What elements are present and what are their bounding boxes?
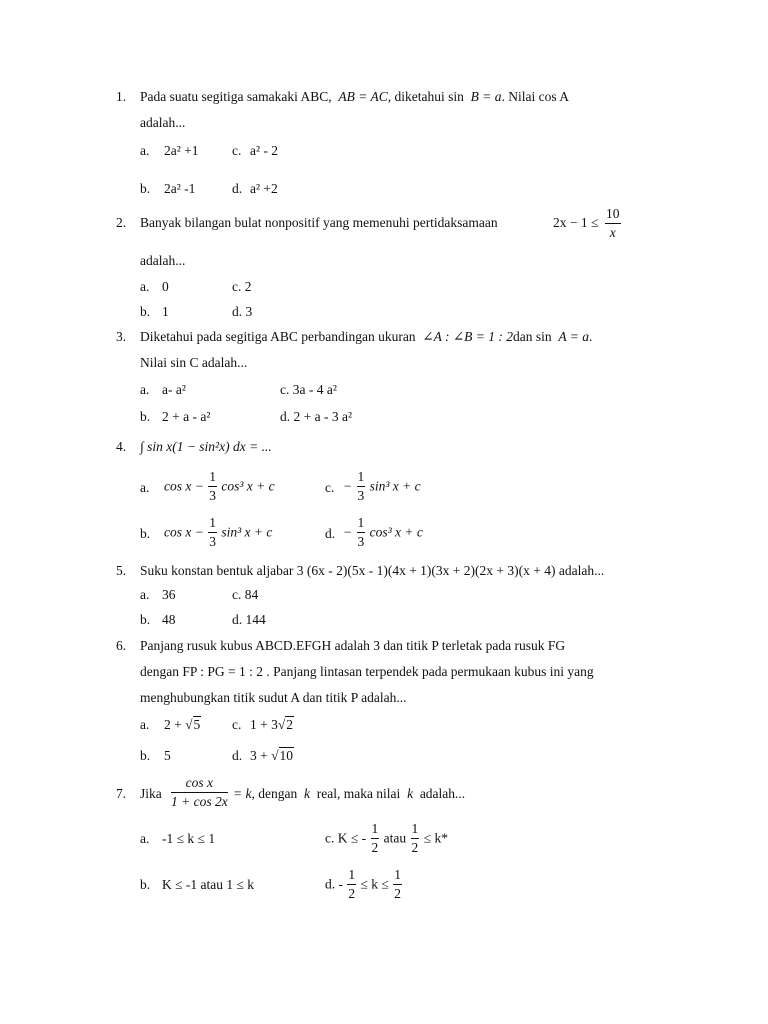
- option-b: b.: [140, 526, 151, 541]
- option-b-value: [164, 516, 272, 548]
- question-stem-rest: [233, 787, 465, 801]
- option-a: a.: [140, 279, 150, 294]
- math-expression: A = a: [558, 329, 590, 344]
- fraction-denominator: 2: [394, 885, 401, 901]
- question-number: 2.: [116, 215, 127, 230]
- option-d: d. 3: [232, 304, 253, 319]
- fraction-numerator: 1: [347, 868, 356, 885]
- math-expression: cos³ x + c: [221, 478, 275, 494]
- fraction-denominator: 3: [209, 487, 216, 503]
- question-stem: Panjang rusuk kubus ABCD.EFGH adalah 3 dan titik P terletak pada rusuk FG: [140, 638, 566, 653]
- option-b: b.: [140, 304, 151, 319]
- math-expression: 3 + √: [250, 748, 279, 763]
- fraction-numerator: 1: [357, 470, 366, 487]
- math-expression: sin³ x + c: [369, 478, 421, 494]
- question-7: [116, 787, 162, 801]
- fraction-numerator: 1: [371, 822, 380, 839]
- question-2: [116, 216, 498, 230]
- math-expression: 1 + 3√: [250, 717, 286, 732]
- option-b-value: 2a² -1: [164, 181, 196, 196]
- option-b: b.: [140, 612, 151, 627]
- question-stem: Banyak bilangan bulat nonpositif yang memenuhi pertidaksamaan: [140, 215, 498, 230]
- option-b: b.: [140, 748, 151, 763]
- option-c: c.: [232, 143, 242, 158]
- question-6: [116, 639, 565, 653]
- math-expression: = k: [233, 786, 252, 801]
- option-d: d. 144: [232, 612, 266, 627]
- fraction-numerator: 1: [208, 470, 217, 487]
- option-a: a.: [140, 382, 150, 397]
- question-3: [116, 330, 592, 344]
- fraction: [170, 776, 229, 808]
- option-a-value: 36: [162, 587, 176, 602]
- option-b: b.: [140, 877, 151, 892]
- fraction-numerator: 1: [357, 516, 366, 533]
- option-c-value: a² - 2: [250, 143, 279, 158]
- option-d: d. 2 + a - 3 a²: [280, 409, 353, 424]
- fraction-denominator: 3: [357, 487, 365, 503]
- integral-expression: ∫ sin x(1 − sin²x) dx = ...: [140, 439, 272, 454]
- question-number: 6.: [116, 638, 127, 653]
- option-a: a.: [140, 480, 150, 495]
- option-d-value: [343, 516, 423, 548]
- option-b-value: 1: [162, 304, 169, 319]
- option-c: c.: [325, 480, 335, 495]
- fraction-denominator: x: [609, 224, 616, 240]
- question-stem: dengan FP : PG = 1 : 2 . Panjang lintasan terpendek pada permukaan kubus ini yang: [140, 664, 594, 679]
- math-expression: 2 + √: [164, 717, 193, 732]
- option-b-value: K ≤ -1 atau 1 ≤ k: [162, 877, 255, 892]
- question-stem: .: [589, 329, 593, 344]
- math-expression: sin³ x + c: [221, 524, 273, 540]
- fraction-numerator: 1: [393, 868, 402, 885]
- option-a-value: 2a² +1: [164, 143, 199, 158]
- option-letter: a.: [140, 143, 150, 158]
- question-stem: . Nilai cos A: [501, 89, 569, 104]
- math-expression: −: [343, 524, 353, 540]
- question-stem: , diketahui sin: [387, 89, 464, 104]
- question-number: 4.: [116, 439, 127, 454]
- math-variable: k: [407, 786, 414, 801]
- option-a-value: a- a²: [162, 382, 186, 397]
- question-stem: dan sin: [513, 329, 552, 344]
- option-a-value: [164, 470, 275, 502]
- option-b: b.: [140, 409, 151, 424]
- math-expression: cos³ x + c: [369, 524, 423, 540]
- fraction-denominator: 2: [348, 885, 356, 901]
- option-c-value: [343, 470, 421, 502]
- option-a-value: [164, 718, 201, 732]
- question-stem: adalah...: [140, 115, 186, 130]
- fraction-numerator: 10: [605, 207, 621, 224]
- fraction: [604, 207, 622, 239]
- question-stem: Nilai sin C adalah...: [140, 355, 248, 370]
- option-b-value: 5: [164, 748, 171, 763]
- option-d: d.: [232, 181, 243, 196]
- question-stem: Suku konstan bentuk aljabar 3 (6x - 2)(5x - 1)(4x + 1)(3x + 2)(2x + 3)(x + 4) adalah...: [140, 563, 605, 578]
- option-d: d.: [325, 526, 336, 541]
- option-c: c. 3a - 4 a²: [280, 382, 337, 397]
- option-c-value: [250, 718, 294, 732]
- option-a: a.: [140, 717, 150, 732]
- option-b-value: 48: [162, 612, 176, 627]
- question-4: [116, 440, 272, 454]
- fraction-denominator: 1 + cos 2x: [171, 793, 228, 809]
- option-a: a.: [140, 587, 150, 602]
- question-stem: adalah...: [419, 786, 466, 801]
- question-number: 3.: [116, 329, 127, 344]
- option-b: b.: [140, 181, 151, 196]
- fraction-numerator: 1: [411, 822, 420, 839]
- question-1: [116, 90, 569, 104]
- question-number: 7.: [116, 786, 127, 801]
- option-c: c. 2: [232, 279, 252, 294]
- option-c: [325, 822, 448, 854]
- question-stem: adalah...: [140, 253, 186, 268]
- radicand: 2: [286, 717, 294, 732]
- math-expression: B = a: [470, 89, 502, 104]
- option-d: d.: [232, 748, 243, 763]
- option-a-value: -1 ≤ k ≤ 1: [162, 831, 216, 846]
- math-expression: cos x −: [164, 478, 204, 494]
- fraction-denominator: 2: [411, 839, 419, 855]
- radicand: 5: [193, 717, 201, 732]
- option-c: c.: [232, 717, 242, 732]
- option-d-value: [250, 749, 294, 763]
- fraction-numerator: cos x: [171, 776, 228, 793]
- option-d: [325, 868, 403, 900]
- math-variable: k: [303, 786, 310, 801]
- question-stem: menghubungkan titik sudut A dan titik P adalah...: [140, 690, 407, 705]
- question-number: 1.: [116, 89, 127, 104]
- math-expression: ∠A : ∠B = 1 : 2: [422, 329, 514, 344]
- math-expression: AB = AC: [338, 89, 388, 104]
- question-stem: , dengan: [251, 786, 298, 801]
- fraction-denominator: 3: [357, 533, 365, 549]
- fraction-denominator: 3: [209, 533, 216, 549]
- option-b-value: 2 + a - a²: [162, 409, 211, 424]
- fraction-numerator: 1: [208, 516, 217, 533]
- option-a: [140, 144, 149, 158]
- radicand: 10: [279, 748, 294, 763]
- question-5: [116, 564, 604, 578]
- question-number: 5.: [116, 563, 127, 578]
- math-expression: −: [343, 478, 353, 494]
- option-d-connector: ≤ k ≤: [360, 876, 389, 892]
- question-stem: real, maka nilai: [316, 786, 401, 801]
- question-stem: Diketahui pada segitiga ABC perbandingan ukuran: [140, 329, 416, 344]
- option-c-label: c. K ≤ -: [325, 830, 367, 846]
- question-stem: Pada suatu segitiga samakaki ABC,: [140, 89, 332, 104]
- option-d-label: d. -: [325, 876, 343, 892]
- option-c: c. 84: [232, 587, 259, 602]
- option-a: a.: [140, 831, 150, 846]
- option-c-connector: atau: [383, 830, 407, 846]
- math-expression: 2x − 1 ≤: [553, 215, 599, 230]
- option-a-value: 0: [162, 279, 169, 294]
- fraction-denominator: 2: [371, 839, 379, 855]
- option-c-tail: ≤ k*: [423, 830, 448, 846]
- question-stem: Jika: [140, 786, 162, 801]
- option-d-value: a² +2: [250, 181, 278, 196]
- math-expression: cos x −: [164, 524, 204, 540]
